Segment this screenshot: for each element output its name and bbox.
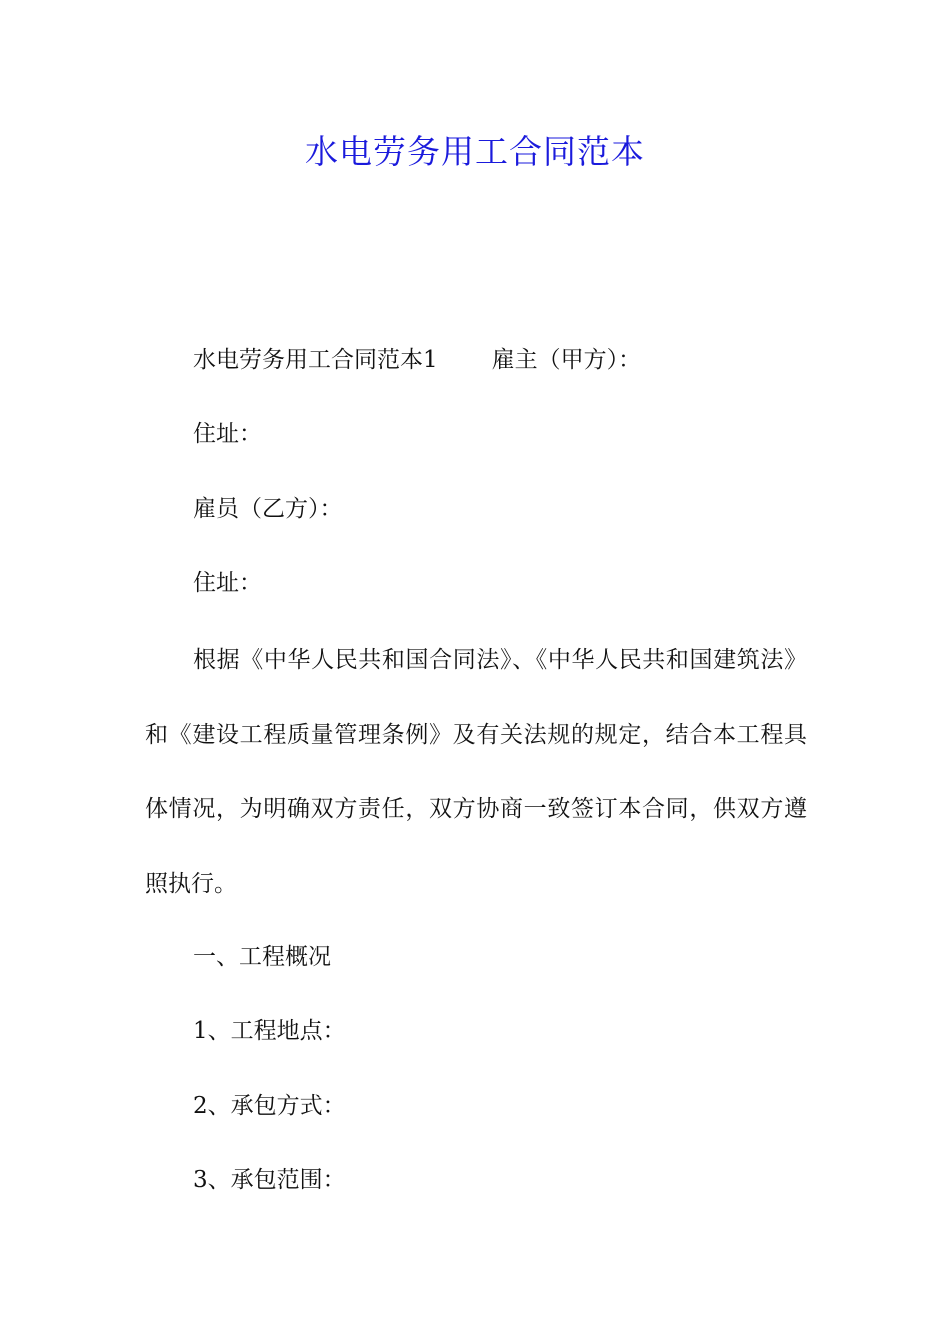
contract-heading: 水电劳务用工合同范本1 <box>193 347 438 373</box>
employee-label: 雇员（乙方）： <box>193 496 343 522</box>
contract-header-line <box>193 342 641 378</box>
employee-address-label: 住址： <box>193 570 262 596</box>
employer-label: 雇主（甲方）： <box>491 347 642 373</box>
section-heading-project-overview: 一、工程概况 <box>193 944 331 970</box>
list-item-contract-scope: 3、承包范围： <box>193 1167 346 1193</box>
employer-address-label: 住址： <box>193 421 262 447</box>
document-title: 水电劳务用工合同范本 <box>305 132 645 171</box>
list-item-contract-method: 2、承包方式： <box>193 1093 346 1119</box>
preamble-paragraph: 根据《中华人民共和国合同法》、《中华人民共和国建筑法》和《建设工程质量管理条例》及有关法规的规定，结合本工程具体情况，为明确双方责任，双方协商一致签订本合同，供双方遵照执行。 <box>145 647 807 897</box>
list-item-project-location: 1、工程地点： <box>193 1018 346 1044</box>
